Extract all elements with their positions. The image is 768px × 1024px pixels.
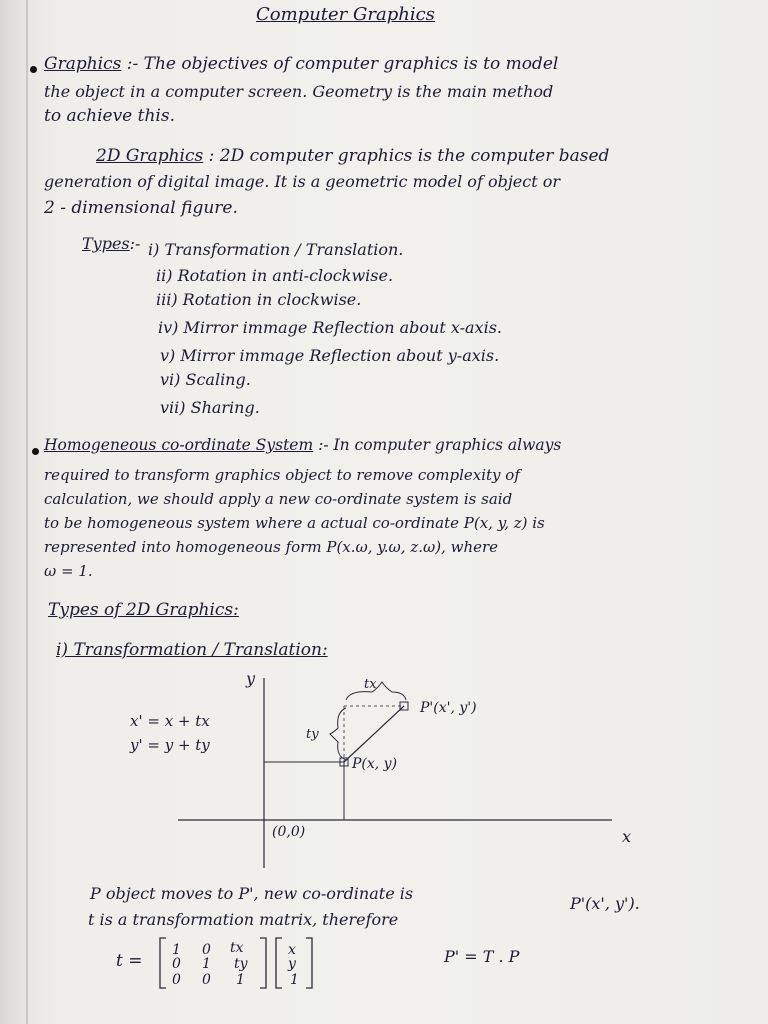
homogeneous-text-3: calculation, we should apply a new co-ordinate system is said (44, 490, 513, 508)
matrix-left-bracket (160, 938, 166, 988)
types-heading: Types (82, 234, 130, 253)
types2d-heading: Types of 2D Graphics: (48, 600, 239, 620)
types-separator: :- (129, 234, 141, 253)
types-item: iii) Rotation in clockwise. (156, 290, 362, 309)
matrix-cell: tx (230, 940, 244, 956)
homogeneous-text-2: required to transform graphics object to remove complexity of (44, 466, 520, 484)
homogeneous-text-1: :- In computer graphics always (318, 436, 562, 454)
matrix-cell: 0 (202, 942, 211, 958)
origin-label: (0,0) (272, 824, 306, 840)
vector-cell: y (288, 956, 296, 972)
matrix-cell: 0 (172, 972, 181, 988)
homogeneous-text-5: represented into homogeneous form P(x.ω, y.ω, z.ω), where (44, 538, 499, 556)
graphics2d-text-2: generation of digital image. It is a geometric model of object or (44, 172, 561, 191)
matrix-cell: 1 (202, 956, 211, 972)
x-axis-label: x (622, 827, 632, 846)
types-item: i) Transformation / Translation. (148, 240, 404, 259)
types-item: ii) Rotation in anti-clockwise. (156, 266, 394, 285)
matrix-cell: 1 (172, 942, 181, 958)
types-item: vii) Sharing. (160, 398, 260, 417)
homogeneous-text-6: ω = 1. (44, 562, 93, 580)
p-prime-equation: P' = T . P (444, 947, 520, 966)
graphics2d-text-1: : 2D computer graphics is the computer based (208, 146, 610, 166)
point-p-prime-label: P'(x', y') (420, 700, 477, 716)
graphics-text-3: to achieve this. (44, 106, 175, 126)
types-item: vi) Scaling. (160, 370, 251, 389)
equation-y: y' = y + ty (130, 736, 210, 754)
ty-label: ty (306, 727, 319, 742)
graphics2d-text-3: 2 - dimensional figure. (44, 198, 238, 218)
matrix-cell: 0 (202, 972, 211, 988)
equation-x: x' = x + tx (130, 712, 210, 730)
ty-brace (330, 708, 346, 760)
y-axis-label: y (246, 669, 256, 688)
footer-line-2: t is a transformation matrix, therefore (88, 910, 399, 929)
homogeneous-heading: Homogeneous co-ordinate System (44, 436, 314, 454)
matrix-right-bracket (260, 938, 266, 988)
vector-left-bracket (276, 938, 282, 988)
translation-vector (344, 706, 404, 762)
footer-line-1: P object moves to P', new co-ordinate is (90, 884, 414, 903)
footer-line-1b: P'(x', y'). (570, 894, 640, 913)
t-equals-label: t = (116, 951, 143, 971)
translation-heading: i) Transformation / Translation: (56, 640, 328, 660)
vector-cell: x (288, 942, 296, 958)
tx-label: tx (364, 677, 377, 692)
matrix-cell: ty (234, 956, 248, 972)
graphics-heading: Graphics (44, 54, 122, 74)
homogeneous-text-4: to be homogeneous system where a actual co-ordinate P(x, y, z) is (44, 514, 545, 532)
types-item: v) Mirror immage Reflection about y-axis. (160, 346, 500, 365)
vector-cell: 1 (290, 972, 299, 988)
page-title: Computer Graphics (256, 4, 435, 25)
graphics-text-2: the object in a computer screen. Geometry is the main method (44, 82, 554, 101)
graphics-text-1: :- The objectives of computer graphics is to model (126, 54, 559, 74)
types-item: iv) Mirror immage Reflection about x-axis. (158, 318, 502, 337)
point-p-label: P(x, y) (352, 756, 398, 772)
graphics2d-heading: 2D Graphics (96, 146, 204, 166)
matrix-cell: 1 (236, 972, 245, 988)
matrix-cell: 0 (172, 956, 181, 972)
vector-right-bracket (306, 938, 312, 988)
